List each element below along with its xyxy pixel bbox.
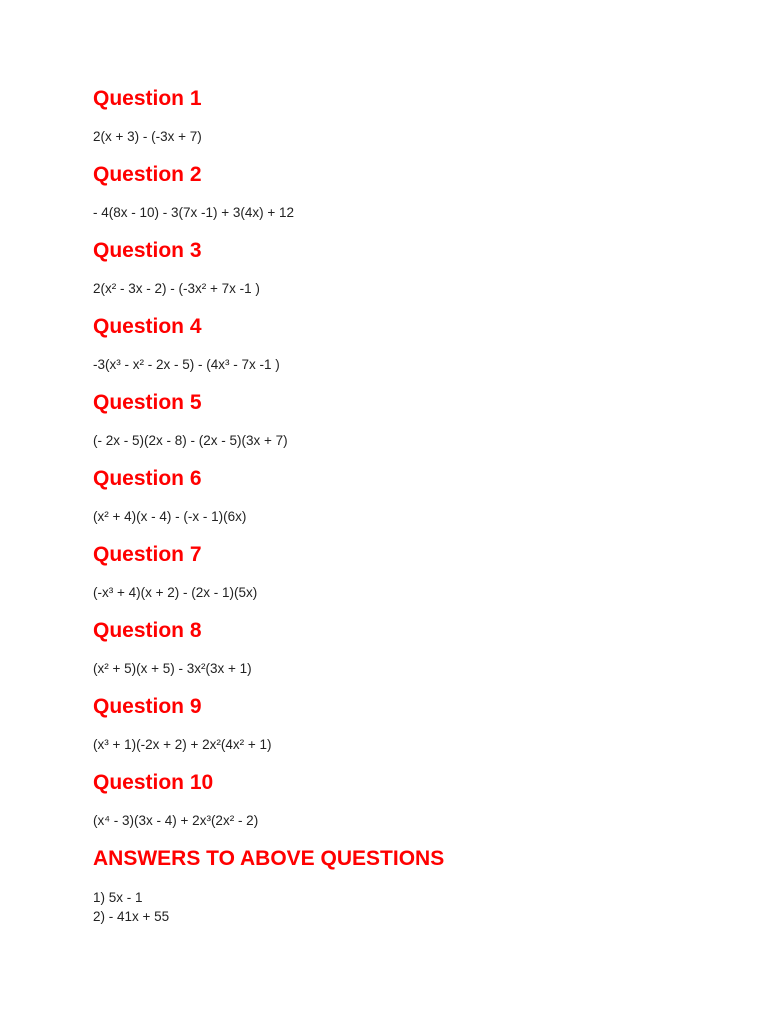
question-4 [93, 314, 713, 390]
question-expression: (x² + 5)(x + 5) - 3x²(3x + 1) [93, 661, 252, 676]
answers-list [93, 872, 713, 926]
question-title: Question 6 [93, 467, 202, 490]
question-5 [93, 390, 713, 466]
answer-item: 1) 5x - 1 [93, 890, 143, 905]
question-6 [93, 466, 713, 542]
question-title: Question 1 [93, 87, 202, 110]
question-title: Question 4 [93, 315, 202, 338]
question-expression: 2(x + 3) - (-3x + 7) [93, 129, 202, 144]
question-expression: (- 2x - 5)(2x - 8) - (2x - 5)(3x + 7) [93, 433, 288, 448]
question-8 [93, 618, 713, 694]
question-7 [93, 542, 713, 618]
question-expression: (x³ + 1)(-2x + 2) + 2x²(4x² + 1) [93, 737, 272, 752]
question-title: Question 8 [93, 619, 202, 642]
question-expression: - 4(8x - 10) - 3(7x -1) + 3(4x) + 12 [93, 205, 295, 220]
question-expression: (-x³ + 4)(x + 2) - (2x - 1)(5x) [93, 585, 258, 600]
question-expression: -3(x³ - x² - 2x - 5) - (4x³ - 7x -1 ) [93, 357, 280, 372]
question-1 [93, 86, 713, 162]
question-2 [93, 162, 713, 238]
question-expression: (x² + 4)(x - 4) - (-x - 1)(6x) [93, 509, 247, 524]
answer-item: 2) - 41x + 55 [93, 909, 170, 924]
question-title: Question 5 [93, 391, 202, 414]
question-title: Question 9 [93, 695, 202, 718]
question-title: Question 2 [93, 163, 202, 186]
question-title: Question 7 [93, 543, 202, 566]
question-9 [93, 694, 713, 770]
question-expression: 2(x² - 3x - 2) - (-3x² + 7x -1 ) [93, 281, 260, 296]
question-title: Question 10 [93, 771, 214, 794]
document-page [93, 86, 713, 926]
question-expression: (x⁴ - 3)(3x - 4) + 2x³(2x² - 2) [93, 813, 259, 828]
question-title: Question 3 [93, 239, 202, 262]
question-10 [93, 770, 713, 846]
question-3 [93, 238, 713, 314]
answers-title: ANSWERS TO ABOVE QUESTIONS [93, 847, 445, 870]
answers-section [93, 846, 713, 926]
